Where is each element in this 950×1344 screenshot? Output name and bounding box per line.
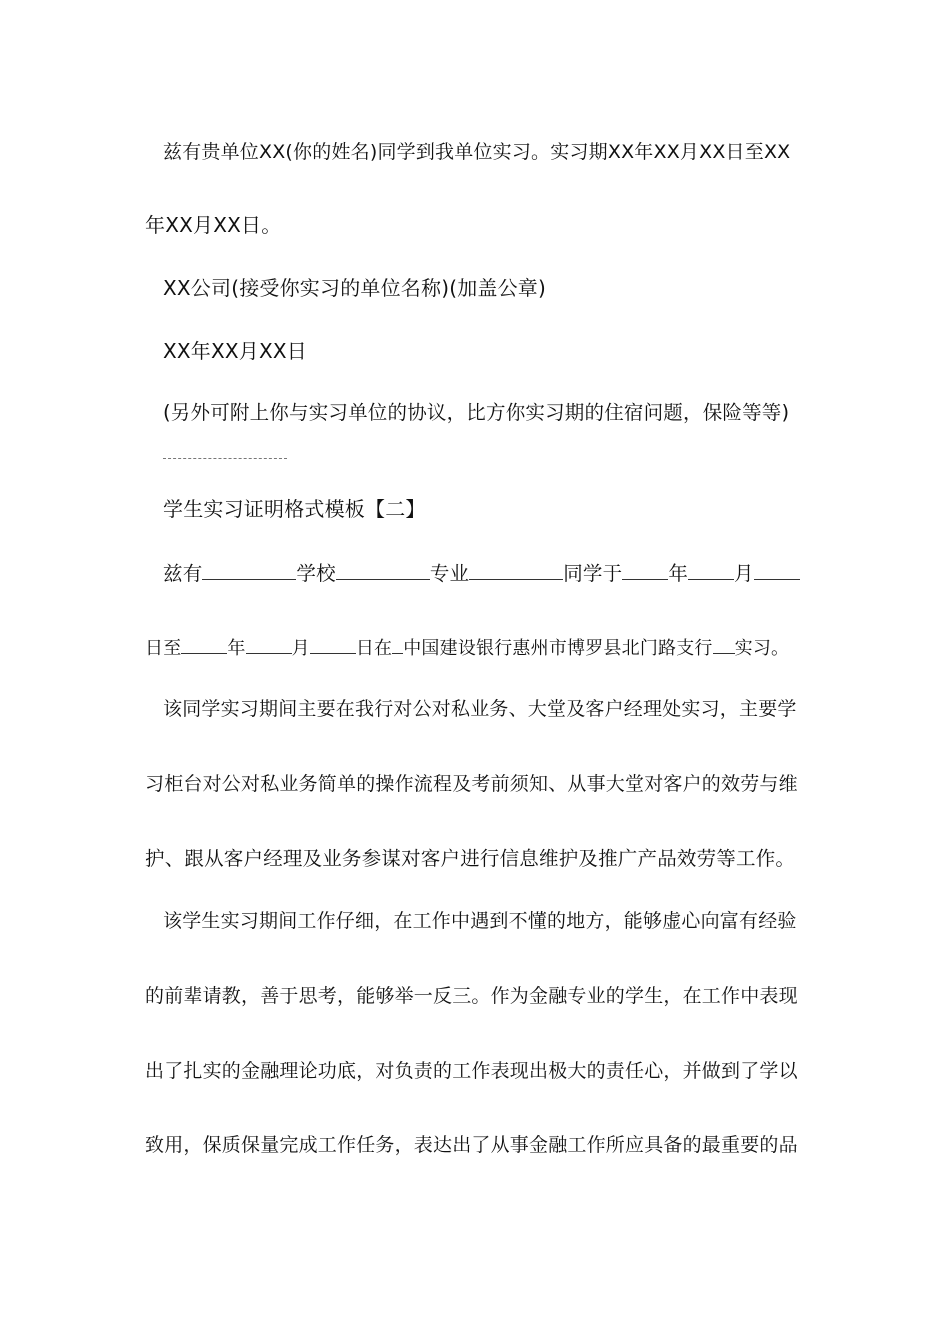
certificate-line-2: 年XX月XX日。 — [145, 213, 282, 237]
internship-bank-name: 中国建设银行惠州市博罗县北门路支行 — [403, 638, 713, 659]
form-text: 日至 — [145, 638, 182, 659]
form-line-2 — [145, 635, 789, 661]
start-year-blank — [622, 561, 668, 580]
form-text: 实习。 — [734, 638, 790, 659]
start-month-blank — [688, 561, 734, 580]
paragraph-1-line-2: 习柜台对公对私业务简单的操作流程及考前须知、从事大堂对客户的效劳与维 — [145, 773, 798, 795]
paragraph-2-line-1: 该学生实习期间工作仔细，在工作中遇到不懂的地方，能够虚心向富有经验 — [163, 910, 797, 932]
blank-line — [713, 635, 735, 654]
paragraph-1-line-3: 护、跟从客户经理及业务参谋对客户进行信息维护及推广产品效劳等工作。 — [145, 847, 796, 870]
paragraph-2-line-3: 出了扎实的金融理论功底，对负责的工作表现出极大的责任心，并做到了学以 — [145, 1060, 798, 1082]
company-signature-line: XX公司(接受你实习的单位名称)(加盖公章) — [163, 276, 547, 300]
form-line-1 — [163, 561, 800, 586]
form-text: 专业 — [429, 562, 470, 585]
blank-line — [392, 635, 403, 654]
major-blank — [336, 561, 430, 580]
start-day-blank — [754, 561, 800, 580]
form-text: 日在 — [355, 638, 393, 659]
paragraph-1-line-1: 该同学实习期间主要在我行对公对私业务、大堂及客户经理处实习，主要学 — [163, 698, 797, 720]
paragraph-2-line-2: 的前辈请教，善于思考，能够举一反三。作为金融专业的学生，在工作中表现 — [145, 985, 798, 1007]
school-blank — [202, 561, 296, 580]
end-year-blank — [181, 635, 227, 654]
form-text: 兹有 — [163, 562, 203, 585]
end-day-blank — [310, 635, 356, 654]
form-text: 年 — [668, 562, 689, 585]
certificate-line-1: 兹有贵单位XX(你的姓名)同学到我单位实习。实习期XX年XX月XX日至XX — [163, 141, 791, 163]
paragraph-2-line-4: 致用，保质保量完成工作任务，表达出了从事金融工作所应具备的最重要的品 — [145, 1134, 798, 1156]
form-text: 同学于 — [563, 562, 623, 585]
template-heading: 学生实习证明格式模板【二】 — [163, 497, 426, 521]
attachment-note: (另外可附上你与实习单位的协议，比方你实习期的住宿问题，保险等等) — [163, 401, 790, 424]
signature-date-line: XX年XX月XX日 — [163, 339, 308, 363]
form-text: 月 — [291, 638, 310, 659]
form-text: 月 — [734, 562, 754, 585]
student-name-blank — [469, 561, 563, 580]
end-month-blank — [246, 635, 292, 654]
form-text: 学校 — [296, 562, 336, 585]
form-text: 年 — [227, 638, 246, 659]
section-divider — [163, 458, 287, 459]
